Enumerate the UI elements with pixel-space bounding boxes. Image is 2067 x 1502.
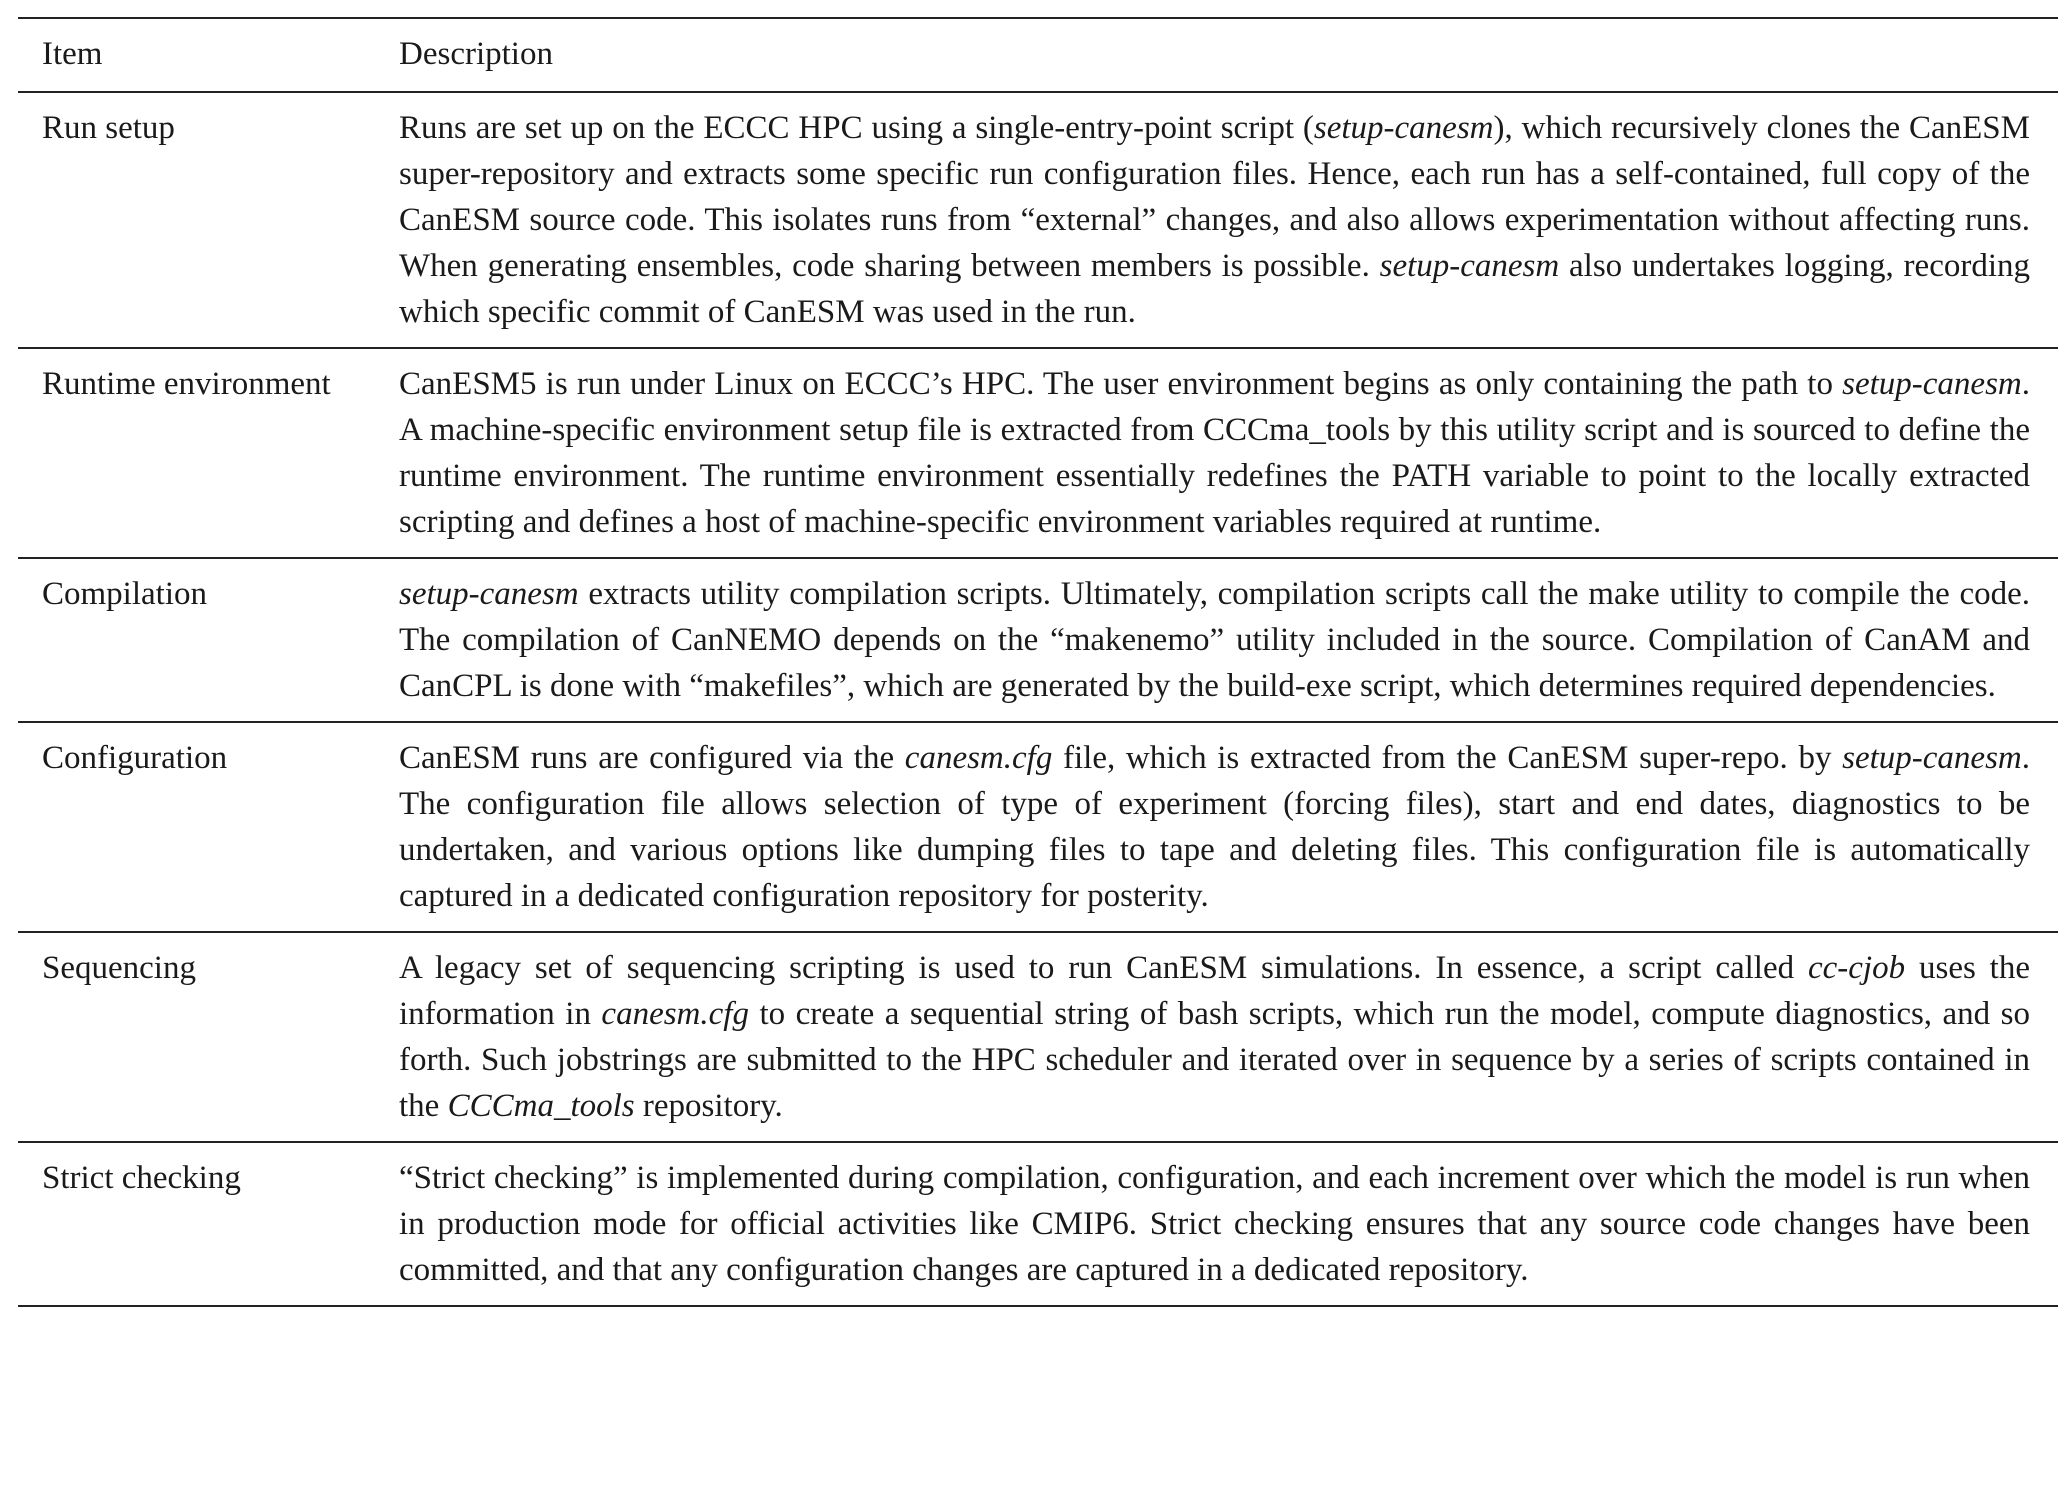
row-description — [399, 1142, 2058, 1306]
description-text: ), which recursively clones the CanESM super-repository and extracts some specific run configuration files. Hence, each run has a self-contained, full copy of the CanESM source code. This isolates runs from “external” changes, and also allows experimentation without affecting runs. When generating ensembles, code sharing between members is possible. — [399, 110, 2030, 284]
table-header-row — [18, 18, 2058, 92]
row-description — [399, 92, 2058, 348]
description-text: uses the information in — [399, 950, 2030, 1032]
row-description — [399, 348, 2058, 558]
table-row — [18, 932, 2058, 1142]
description-text: A legacy set of sequencing scripting is used to run CanESM simulations. In essence, a script called — [399, 950, 1808, 986]
header-description: Description — [399, 36, 553, 72]
description-italic-term: setup-canesm — [1313, 110, 1494, 146]
row-item-label: Run setup — [42, 110, 175, 146]
software-infrastructure-table — [18, 17, 2058, 1307]
table-row — [18, 348, 2058, 558]
description-text: extracts utility compilation scripts. Ultimately, compilation scripts call the make utility to compile the code. The compilation of CanNEMO depends on the “makenemo” utility included in the source. Compilation of CanAM and CanCPL is done with “makefiles”, which are generated by the build-exe script, which determines required dependencies. — [399, 576, 2030, 704]
table-body — [18, 92, 2058, 1306]
row-item-label: Compilation — [42, 576, 207, 612]
row-item-label: Strict checking — [42, 1160, 241, 1196]
description-italic-term: setup-canesm — [1842, 740, 2022, 776]
table-row — [18, 722, 2058, 932]
row-description — [399, 722, 2058, 932]
description-text: to create a sequential string of bash scripts, which run the model, compute diagnostics, and so forth. Such jobstrings are submitted to the HPC scheduler and iterated over in sequence by a series of scripts contained in the — [399, 996, 2030, 1124]
row-item-label: Sequencing — [42, 950, 196, 986]
description-italic-term: setup-canesm — [1379, 248, 1560, 284]
description-text: CanESM5 is run under Linux on ECCC’s HPC. The user environment begins as only containing the path to — [399, 366, 1843, 402]
description-text: file, which is extracted from the CanESM super-repo. by — [1052, 740, 1843, 776]
description-italic-term: canesm.cfg — [601, 996, 749, 1032]
row-description — [399, 558, 2058, 722]
description-text: also undertakes logging, recording which specific commit of CanESM was used in the run. — [399, 248, 2030, 330]
row-item-label: Runtime environment — [42, 366, 331, 402]
description-text: . The configuration file allows selection of type of experiment (forcing files), start and end dates, diagnostics to be undertaken, and various options like dumping files to tape and deleting files. This configuration file is automatically captured in a dedicated configuration repository for posterity. — [399, 740, 2030, 914]
description-text: CanESM runs are configured via the — [399, 740, 905, 776]
description-text: . A machine-specific environment setup file is extracted from CCCma_tools by this utility script and is sourced to define the runtime environment. The runtime environment essentially redefines the PATH variable to point to the locally extracted scripting and defines a host of machine-specific environment variables required at runtime. — [399, 366, 2030, 540]
table-row — [18, 558, 2058, 722]
table-row — [18, 92, 2058, 348]
description-italic-term: setup-canesm — [399, 576, 579, 612]
description-text: “Strict checking” is implemented during compilation, configuration, and each increment over which the model is run when in production mode for official activities like CMIP6. Strict checking ensures that any source code changes have been committed, and that any configuration changes are captured in a dedicated repository. — [399, 1160, 2030, 1288]
header-item: Item — [42, 36, 103, 72]
description-text: Runs are set up on the ECCC HPC using a single-entry-point script ( — [399, 110, 1314, 146]
description-italic-term: canesm.cfg — [904, 740, 1053, 776]
description-text: repository. — [634, 1088, 783, 1124]
description-italic-term: cc-cjob — [1807, 950, 1906, 986]
description-italic-term: CCCma_tools — [447, 1088, 635, 1124]
table-row — [18, 1142, 2058, 1306]
table-container — [18, 17, 2058, 1307]
row-item-label: Configuration — [42, 740, 228, 776]
description-italic-term: setup-canesm — [1842, 366, 2022, 402]
row-description — [399, 932, 2058, 1142]
